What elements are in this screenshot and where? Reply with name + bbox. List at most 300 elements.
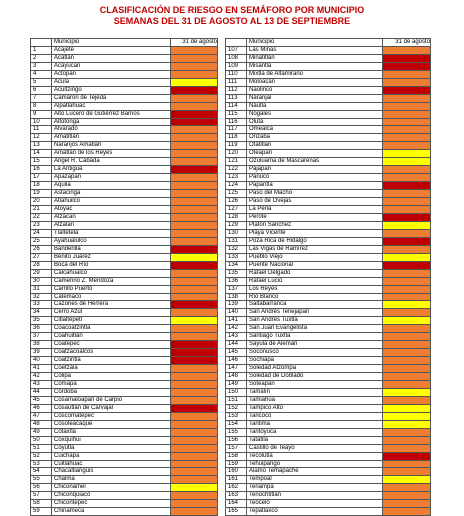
municipality-name: Santiago Tuxtla bbox=[247, 333, 383, 341]
risk-level-cell bbox=[171, 206, 218, 214]
table-row bbox=[31, 349, 218, 357]
risk-level-cell bbox=[383, 174, 431, 182]
row-number: 27 bbox=[31, 253, 52, 261]
table-row bbox=[31, 277, 218, 285]
table-row bbox=[31, 190, 218, 198]
risk-level-cell bbox=[383, 341, 431, 349]
risk-level-cell bbox=[171, 253, 218, 261]
risk-level-cell bbox=[171, 221, 218, 229]
municipality-name: Teocelo bbox=[247, 500, 383, 508]
table-row bbox=[226, 46, 431, 54]
risk-level-cell bbox=[383, 261, 431, 269]
municipality-name: Coatzacoalcos bbox=[52, 349, 171, 357]
row-number: 163 bbox=[226, 492, 247, 500]
row-number: 111 bbox=[226, 78, 247, 86]
risk-level-cell bbox=[383, 54, 431, 62]
table-row bbox=[226, 62, 431, 70]
risk-level-cell bbox=[383, 142, 431, 150]
municipality-name: Calcahualco bbox=[52, 269, 171, 277]
row-number: 164 bbox=[226, 500, 247, 508]
row-number: 28 bbox=[31, 261, 52, 269]
risk-level-cell bbox=[171, 428, 218, 436]
row-number: 33 bbox=[31, 301, 52, 309]
municipality-name: Mixtla de Altamirano bbox=[247, 70, 383, 78]
row-number: 155 bbox=[226, 428, 247, 436]
risk-level-cell bbox=[171, 86, 218, 94]
municipality-name: Castillo de Teayo bbox=[247, 444, 383, 452]
municipality-name: Benito Juárez bbox=[52, 253, 171, 261]
municipality-name: San Andrés Tenejapan bbox=[247, 309, 383, 317]
row-number: 17 bbox=[31, 174, 52, 182]
table-row bbox=[31, 357, 218, 365]
row-number: 39 bbox=[31, 349, 52, 357]
row-number: 116 bbox=[226, 118, 247, 126]
row-number: 3 bbox=[31, 62, 52, 70]
row-number: 9 bbox=[31, 110, 52, 118]
risk-level-cell bbox=[383, 110, 431, 118]
table-row bbox=[31, 158, 218, 166]
table-row bbox=[31, 221, 218, 229]
row-number: 150 bbox=[226, 388, 247, 396]
municipality-name: Cazones de Herrera bbox=[52, 301, 171, 309]
risk-level-cell bbox=[383, 190, 431, 198]
row-number: 37 bbox=[31, 333, 52, 341]
risk-level-cell bbox=[383, 78, 431, 86]
risk-level-cell bbox=[171, 102, 218, 110]
risk-level-cell bbox=[171, 261, 218, 269]
table-header-row bbox=[31, 39, 218, 47]
row-number: 57 bbox=[31, 492, 52, 500]
table-row bbox=[226, 134, 431, 142]
municipality-name: Cerro Azul bbox=[52, 309, 171, 317]
row-number: 131 bbox=[226, 237, 247, 245]
risk-level-cell bbox=[383, 102, 431, 110]
row-number: 14 bbox=[31, 150, 52, 158]
municipality-name: Los Reyes bbox=[247, 285, 383, 293]
row-number: 133 bbox=[226, 253, 247, 261]
table-row bbox=[31, 412, 218, 420]
header-week: 31 de agosto bbox=[383, 39, 431, 47]
municipality-name: Alto Lucero de Gutiérrez Barrios bbox=[52, 110, 171, 118]
municipality-name: Papantla bbox=[247, 182, 383, 190]
table-row bbox=[31, 388, 218, 396]
municipality-name: Saltabarranca bbox=[247, 301, 383, 309]
risk-level-cell bbox=[171, 118, 218, 126]
row-number: 35 bbox=[31, 317, 52, 325]
municipality-name: Aquila bbox=[52, 182, 171, 190]
row-number: 129 bbox=[226, 221, 247, 229]
row-number: 51 bbox=[31, 444, 52, 452]
row-number: 117 bbox=[226, 126, 247, 134]
table-row bbox=[226, 341, 431, 349]
municipality-name: Carrillo Puerto bbox=[52, 285, 171, 293]
table-row bbox=[226, 293, 431, 301]
row-number: 1 bbox=[31, 46, 52, 54]
municipality-name: Alvarado bbox=[52, 126, 171, 134]
row-number: 140 bbox=[226, 309, 247, 317]
risk-level-cell bbox=[383, 277, 431, 285]
risk-level-cell bbox=[383, 198, 431, 206]
table-row bbox=[31, 365, 218, 373]
table-row bbox=[226, 444, 431, 452]
risk-level-cell bbox=[171, 110, 218, 118]
municipality-name: Platón Sánchez bbox=[247, 221, 383, 229]
table-row bbox=[31, 54, 218, 62]
row-number: 141 bbox=[226, 317, 247, 325]
row-number: 41 bbox=[31, 365, 52, 373]
risk-level-cell bbox=[171, 190, 218, 198]
risk-level-cell bbox=[171, 70, 218, 78]
table-row bbox=[226, 182, 431, 190]
municipality-name: Oluta bbox=[247, 118, 383, 126]
municipality-name: Naranjos Amatlán bbox=[52, 142, 171, 150]
municipality-name: Alpatláhuac bbox=[52, 102, 171, 110]
municipality-name: Rafael Lucio bbox=[247, 277, 383, 285]
table-row bbox=[226, 484, 431, 492]
header-municipio: Municipio bbox=[52, 39, 171, 47]
row-number: 20 bbox=[31, 198, 52, 206]
table-row bbox=[226, 206, 431, 214]
table-row bbox=[31, 293, 218, 301]
header-week: 31 de agosto bbox=[171, 39, 218, 47]
row-number: 118 bbox=[226, 134, 247, 142]
municipality-name: Nogales bbox=[247, 110, 383, 118]
risk-level-cell bbox=[171, 174, 218, 182]
table-row bbox=[31, 396, 218, 404]
municipality-name: Banderilla bbox=[52, 245, 171, 253]
table-row bbox=[31, 476, 218, 484]
municipality-name: Río Blanco bbox=[247, 293, 383, 301]
municipality-name: Omealca bbox=[247, 126, 383, 134]
report-subtitle: SEMANAS DEL 31 DE AGOSTO AL 13 DE SEPTIEMBRE bbox=[113, 16, 351, 26]
municipality-name: Tlaltetela bbox=[52, 229, 171, 237]
risk-level-cell bbox=[171, 325, 218, 333]
table-row bbox=[31, 380, 218, 388]
municipality-name: Pánuco bbox=[247, 174, 383, 182]
row-number: 136 bbox=[226, 277, 247, 285]
risk-level-cell bbox=[383, 365, 431, 373]
municipality-name: Coscomatepec bbox=[52, 412, 171, 420]
risk-level-cell bbox=[171, 412, 218, 420]
row-number: 58 bbox=[31, 500, 52, 508]
risk-level-cell bbox=[171, 357, 218, 365]
row-number: 151 bbox=[226, 396, 247, 404]
row-number: 127 bbox=[226, 206, 247, 214]
table-row bbox=[31, 460, 218, 468]
municipality-name: Otatitlán bbox=[247, 142, 383, 150]
row-number: 2 bbox=[31, 54, 52, 62]
risk-level-cell bbox=[171, 373, 218, 381]
municipality-table-right bbox=[225, 38, 431, 516]
risk-level-cell bbox=[383, 206, 431, 214]
municipality-name: Acayucan bbox=[52, 62, 171, 70]
table-row bbox=[31, 110, 218, 118]
municipality-name: Tamiahua bbox=[247, 396, 383, 404]
table-row bbox=[31, 150, 218, 158]
row-number: 23 bbox=[31, 221, 52, 229]
municipality-name: Coatepec bbox=[52, 341, 171, 349]
table-row bbox=[31, 94, 218, 102]
risk-level-cell bbox=[171, 468, 218, 476]
risk-level-cell bbox=[171, 285, 218, 293]
risk-level-cell bbox=[383, 118, 431, 126]
row-number: 126 bbox=[226, 198, 247, 206]
header-municipio: Municipio bbox=[247, 39, 383, 47]
table-row bbox=[31, 269, 218, 277]
row-number: 139 bbox=[226, 301, 247, 309]
risk-level-cell bbox=[383, 349, 431, 357]
table-row bbox=[31, 245, 218, 253]
municipality-name: Acajete bbox=[52, 46, 171, 54]
municipality-name: Tecolutla bbox=[247, 452, 383, 460]
table-row bbox=[31, 404, 218, 412]
municipality-name: Ozuluama de Mascareñas bbox=[247, 158, 383, 166]
risk-level-cell bbox=[383, 388, 431, 396]
row-number: 49 bbox=[31, 428, 52, 436]
table-row bbox=[226, 373, 431, 381]
row-number: 132 bbox=[226, 245, 247, 253]
risk-level-cell bbox=[171, 309, 218, 317]
risk-level-cell bbox=[383, 285, 431, 293]
municipality-name: Chinameca bbox=[52, 508, 171, 516]
risk-level-cell bbox=[383, 325, 431, 333]
table-row bbox=[226, 126, 431, 134]
municipality-name: Acatlán bbox=[52, 54, 171, 62]
table-row bbox=[226, 229, 431, 237]
municipality-name: Chacaltianguis bbox=[52, 468, 171, 476]
table-row bbox=[31, 333, 218, 341]
table-row bbox=[31, 118, 218, 126]
risk-level-cell bbox=[171, 166, 218, 174]
table-row bbox=[31, 317, 218, 325]
municipality-name: Amatlán de los Reyes bbox=[52, 150, 171, 158]
table-row bbox=[31, 428, 218, 436]
table-row bbox=[31, 468, 218, 476]
risk-level-cell bbox=[171, 269, 218, 277]
municipality-name: Atzacan bbox=[52, 213, 171, 221]
table-row bbox=[226, 333, 431, 341]
row-number: 5 bbox=[31, 78, 52, 86]
row-number: 4 bbox=[31, 70, 52, 78]
municipality-name: Moloacán bbox=[247, 78, 383, 86]
table-row bbox=[226, 285, 431, 293]
municipality-name: Tatatila bbox=[247, 436, 383, 444]
table-row bbox=[226, 500, 431, 508]
risk-level-cell bbox=[171, 484, 218, 492]
table-row bbox=[226, 110, 431, 118]
municipality-name: Playa Vicente bbox=[247, 229, 383, 237]
row-number: 31 bbox=[31, 285, 52, 293]
risk-level-cell bbox=[171, 158, 218, 166]
table-row bbox=[226, 317, 431, 325]
table-row bbox=[226, 388, 431, 396]
risk-level-cell bbox=[383, 404, 431, 412]
row-number: 144 bbox=[226, 341, 247, 349]
row-number: 19 bbox=[31, 190, 52, 198]
table-row bbox=[226, 78, 431, 86]
risk-level-cell bbox=[383, 150, 431, 158]
risk-level-cell bbox=[171, 365, 218, 373]
risk-level-cell bbox=[171, 341, 218, 349]
table-row bbox=[226, 253, 431, 261]
row-number: 45 bbox=[31, 396, 52, 404]
risk-level-cell bbox=[383, 213, 431, 221]
row-number: 46 bbox=[31, 404, 52, 412]
municipality-name: Chalma bbox=[52, 476, 171, 484]
row-number: 8 bbox=[31, 102, 52, 110]
row-number: 29 bbox=[31, 269, 52, 277]
table-row bbox=[31, 444, 218, 452]
municipality-name: Chiconquiaco bbox=[52, 492, 171, 500]
table-row bbox=[226, 301, 431, 309]
municipality-name: Cuitláhuac bbox=[52, 460, 171, 468]
row-number: 15 bbox=[31, 158, 52, 166]
municipality-name: Acultzingo bbox=[52, 86, 171, 94]
municipality-name: Camarón de Tejeda bbox=[52, 94, 171, 102]
risk-level-cell bbox=[383, 70, 431, 78]
risk-level-cell bbox=[171, 492, 218, 500]
risk-level-cell bbox=[383, 476, 431, 484]
row-number: 47 bbox=[31, 412, 52, 420]
table-row bbox=[226, 70, 431, 78]
table-row bbox=[226, 86, 431, 94]
risk-level-cell bbox=[383, 221, 431, 229]
municipality-name: Pueblo Viejo bbox=[247, 253, 383, 261]
municipality-name: San Juan Evangelista bbox=[247, 325, 383, 333]
table-row bbox=[226, 261, 431, 269]
row-number: 148 bbox=[226, 373, 247, 381]
row-number: 113 bbox=[226, 94, 247, 102]
table-row bbox=[31, 420, 218, 428]
municipality-name: Tepatlaxco bbox=[247, 508, 383, 516]
risk-level-cell bbox=[171, 380, 218, 388]
row-number: 156 bbox=[226, 436, 247, 444]
table-row bbox=[226, 508, 431, 516]
row-number: 10 bbox=[31, 118, 52, 126]
risk-level-cell bbox=[383, 46, 431, 54]
row-number: 115 bbox=[226, 110, 247, 118]
municipality-name: Poza Rica de Hidalgo bbox=[247, 237, 383, 245]
risk-level-cell bbox=[171, 54, 218, 62]
risk-level-cell bbox=[383, 492, 431, 500]
risk-level-cell bbox=[383, 229, 431, 237]
municipality-name: Tampico Alto bbox=[247, 404, 383, 412]
table-row bbox=[31, 229, 218, 237]
row-number: 24 bbox=[31, 229, 52, 237]
municipality-name: La Perla bbox=[247, 206, 383, 214]
municipality-name: Chiconamel bbox=[52, 484, 171, 492]
municipality-name: Atlahuilco bbox=[52, 198, 171, 206]
risk-level-cell bbox=[171, 142, 218, 150]
row-number: 34 bbox=[31, 309, 52, 317]
row-number: 145 bbox=[226, 349, 247, 357]
municipality-name: Actopan bbox=[52, 70, 171, 78]
row-number: 124 bbox=[226, 182, 247, 190]
municipality-name: Tenochtitlán bbox=[247, 492, 383, 500]
risk-level-cell bbox=[383, 460, 431, 468]
municipality-name: Soledad Atzompa bbox=[247, 365, 383, 373]
table-row bbox=[31, 500, 218, 508]
table-row bbox=[226, 102, 431, 110]
municipality-name: Catemaco bbox=[52, 293, 171, 301]
risk-level-cell bbox=[383, 158, 431, 166]
municipality-name: Tantima bbox=[247, 420, 383, 428]
row-number: 152 bbox=[226, 404, 247, 412]
municipality-name: Paso del Macho bbox=[247, 190, 383, 198]
table-row bbox=[31, 492, 218, 500]
table-row bbox=[31, 78, 218, 86]
row-number: 59 bbox=[31, 508, 52, 516]
table-row bbox=[31, 174, 218, 182]
row-number: 52 bbox=[31, 452, 52, 460]
risk-level-cell bbox=[383, 301, 431, 309]
risk-level-cell bbox=[383, 508, 431, 516]
municipality-name: Coatzintla bbox=[52, 357, 171, 365]
municipality-name: Pajapan bbox=[247, 166, 383, 174]
risk-level-cell bbox=[171, 444, 218, 452]
risk-level-cell bbox=[383, 293, 431, 301]
table-row bbox=[31, 484, 218, 492]
row-number: 12 bbox=[31, 134, 52, 142]
table-row bbox=[31, 237, 218, 245]
risk-level-cell bbox=[383, 373, 431, 381]
row-number: 159 bbox=[226, 460, 247, 468]
row-number: 146 bbox=[226, 357, 247, 365]
risk-level-cell bbox=[171, 94, 218, 102]
municipality-name: Nautla bbox=[247, 102, 383, 110]
row-number: 120 bbox=[226, 150, 247, 158]
risk-level-cell bbox=[171, 436, 218, 444]
table-row bbox=[226, 452, 431, 460]
row-number: 21 bbox=[31, 206, 52, 214]
row-number: 134 bbox=[226, 261, 247, 269]
risk-level-cell bbox=[383, 420, 431, 428]
row-number: 119 bbox=[226, 142, 247, 150]
municipality-name: Comapa bbox=[52, 380, 171, 388]
table-row bbox=[226, 94, 431, 102]
row-number: 112 bbox=[226, 86, 247, 94]
row-number: 30 bbox=[31, 277, 52, 285]
risk-level-cell bbox=[171, 198, 218, 206]
municipality-name: Orizaba bbox=[247, 134, 383, 142]
municipality-name: Córdoba bbox=[52, 388, 171, 396]
risk-level-cell bbox=[383, 484, 431, 492]
table-row bbox=[31, 213, 218, 221]
table-row bbox=[31, 285, 218, 293]
municipality-name: Cosautlán de Carvajal bbox=[52, 404, 171, 412]
table-row bbox=[31, 341, 218, 349]
risk-level-cell bbox=[383, 309, 431, 317]
table-row bbox=[226, 309, 431, 317]
municipality-name: Las Vigas de Ramírez bbox=[247, 245, 383, 253]
row-number: 143 bbox=[226, 333, 247, 341]
risk-level-cell bbox=[383, 126, 431, 134]
municipality-name: Altotonga bbox=[52, 118, 171, 126]
risk-level-cell bbox=[383, 237, 431, 245]
row-number: 109 bbox=[226, 62, 247, 70]
table-row bbox=[226, 396, 431, 404]
row-number: 32 bbox=[31, 293, 52, 301]
row-number: 48 bbox=[31, 420, 52, 428]
row-number: 36 bbox=[31, 325, 52, 333]
municipality-name: Cosamaloapan de Carpio bbox=[52, 396, 171, 404]
municipality-name: Atoyac bbox=[52, 206, 171, 214]
risk-level-cell bbox=[171, 237, 218, 245]
municipality-name: Chicontepec bbox=[52, 500, 171, 508]
risk-level-cell bbox=[383, 452, 431, 460]
risk-level-cell bbox=[383, 86, 431, 94]
risk-level-cell bbox=[171, 277, 218, 285]
